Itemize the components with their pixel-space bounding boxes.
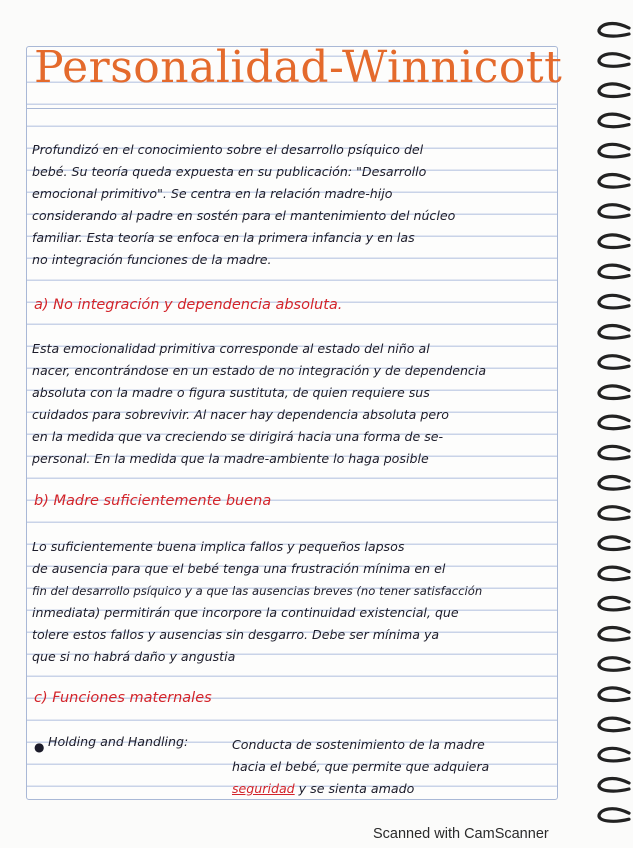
spiral-ring [599, 54, 629, 67]
text-line: Profundizó en el conocimiento sobre el desarrollo psíquico del [32, 142, 424, 157]
spiral-ring [599, 84, 629, 97]
spiral-ring [599, 567, 629, 580]
spiral-ring [599, 144, 629, 157]
spiral-ring [599, 718, 629, 731]
text-line: tolere estos fallos y ausencias sin desgarro. Debe ser mínima ya [32, 627, 440, 642]
bullet-label: Holding and Handling: [48, 734, 189, 749]
spiral-ring [599, 24, 629, 37]
spiral-ring [599, 175, 629, 188]
spiral-ring [599, 205, 629, 218]
spiral-ring [599, 477, 629, 490]
spiral-ring [599, 235, 629, 248]
section-c-heading: c) Funciones maternales [34, 690, 212, 706]
text-line: Esta emocionalidad primitiva corresponde al estado del niño al [32, 341, 430, 356]
spiral-ring [599, 386, 629, 399]
bullet-text [232, 734, 552, 800]
highlighted-word: seguridad [232, 781, 295, 796]
text-line: cuidados para sobrevivir. Al nacer hay dependencia absoluta pero [32, 407, 450, 422]
spiral-ring [599, 597, 629, 610]
text-line: inmediata) permitirán que incorpore la continuidad existencial, que [32, 605, 459, 620]
section-b-paragraph [32, 536, 547, 668]
bullet-dot-icon: ● [34, 740, 45, 754]
spiral-ring [599, 537, 629, 550]
text-line: fin del desarrollo psíquico y a que las ausencias breves (no tener satisfacción [32, 584, 483, 598]
spiral-ring [599, 628, 629, 641]
text-line: bebé. Su teoría queda expuesta en su publicación: "Desarrollo [32, 164, 427, 179]
text-line [232, 778, 552, 800]
page-title: Personalidad-Winnicott [34, 42, 563, 93]
spiral-ring [599, 809, 629, 822]
text-line: Conducta de sostenimiento de la madre [232, 737, 485, 752]
spiral-ring [599, 295, 629, 308]
text-line: familiar. Esta teoría se enfoca en la primera infancia y en las [32, 230, 415, 245]
intro-paragraph [32, 139, 547, 271]
spiral-ring [599, 688, 629, 701]
spiral-ring [599, 748, 629, 761]
text-line: de ausencia para que el bebé tenga una frustración mínima en el [32, 561, 446, 576]
text-line: en la medida que va creciendo se dirigirá hacia una forma de se- [32, 429, 444, 444]
spiral-ring [599, 446, 629, 459]
section-a-heading: a) No integración y dependencia absoluta. [34, 297, 343, 313]
text-line: no integración funciones de la madre. [32, 252, 272, 267]
text-line: considerando al padre en sostén para el mantenimiento del núcleo [32, 208, 456, 223]
section-b-heading: b) Madre suficientemente buena [34, 493, 272, 509]
text-line: absoluta con la madre o figura sustituta, de quien requiere sus [32, 385, 430, 400]
text-line: emocional primitivo". Se centra en la relación madre-hijo [32, 186, 393, 201]
spiral-binding-icon [583, 0, 633, 848]
spiral-ring [599, 779, 629, 792]
scanner-watermark: Scanned with CamScanner [373, 826, 549, 842]
text-fragment: y se sienta amado [294, 781, 415, 796]
text-line: hacia el bebé, que permite que adquiera [232, 759, 490, 774]
spiral-ring [599, 507, 629, 520]
spiral-ring [599, 326, 629, 339]
spiral-ring [599, 356, 629, 369]
spiral-ring [599, 416, 629, 429]
spiral-ring [599, 658, 629, 671]
spiral-ring [599, 114, 629, 127]
section-a-paragraph [32, 338, 547, 470]
spiral-ring [599, 265, 629, 278]
text-line: personal. En la medida que la madre-ambiente lo haga posible [32, 451, 429, 466]
text-line: que si no habrá daño y angustia [32, 649, 236, 664]
text-line: Lo suficientemente buena implica fallos y pequeños lapsos [32, 539, 405, 554]
text-line: nacer, encontrándose en un estado de no integración y de dependencia [32, 363, 487, 378]
